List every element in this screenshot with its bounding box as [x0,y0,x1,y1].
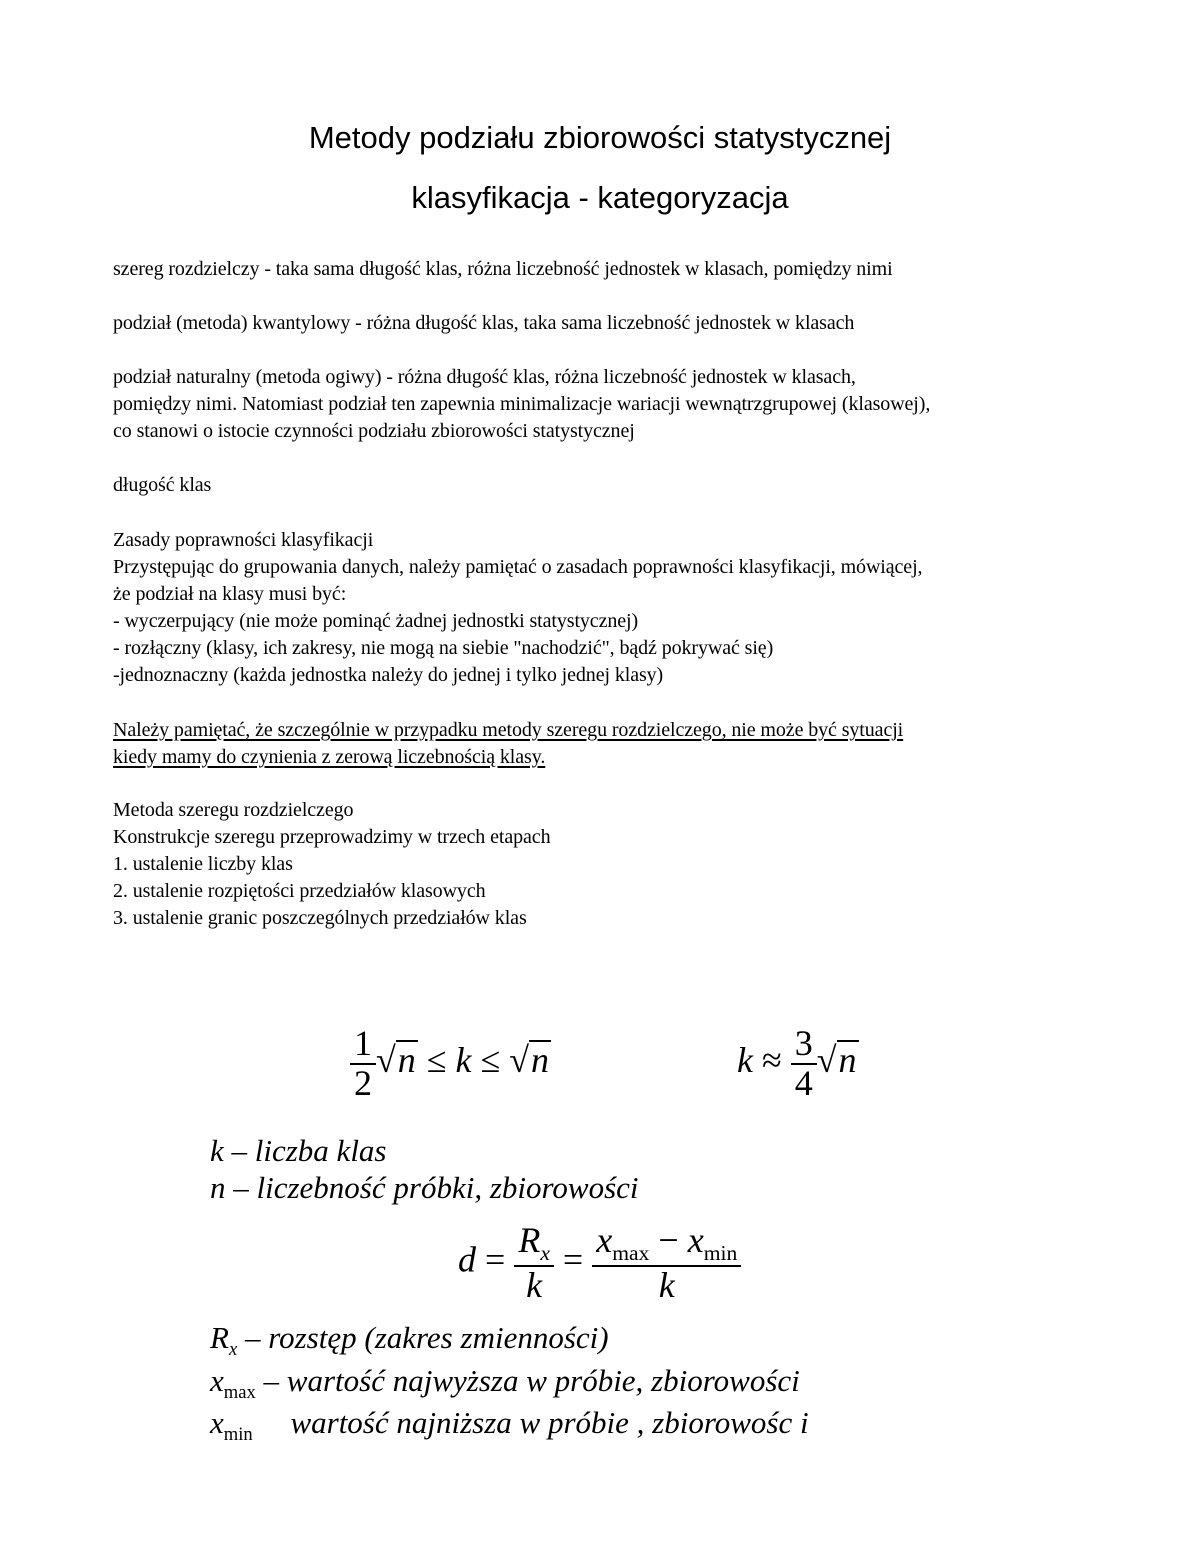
relation-le: ≤ [426,1040,447,1081]
relation-le: ≤ [480,1040,501,1081]
paragraph-szereg-rozdzielczy [113,256,1103,283]
document-title-line2: klasyfikacja - kategoryzacja [411,180,789,215]
variable-k: k [455,1040,472,1081]
subscript-max: max [612,1241,650,1266]
variable-r: R [210,1320,229,1355]
fraction-denominator: k [658,1264,675,1305]
fraction-denominator: 4 [794,1062,813,1103]
formula-class-width [458,1222,741,1305]
underlined-text-line: Należy pamiętać, że szczególnie w przypadku metody szeregu rozdzielczego, nie może być sytuacji [113,719,904,741]
text-line: co stanowi o istocie czynności podziału zbiorowości statystycznej [113,420,635,442]
radicand: n [531,1040,550,1081]
text-line: szereg rozdzielczy - taka sama długość klas, różna liczebność jednostek w klasach, pomiędzy nimi [113,258,893,280]
legend-n: n – liczebność próbki, zbiorowości [210,1170,639,1205]
text-line: Metoda szeregu rozdzielczego [113,799,354,821]
sqrt-symbol: √ [816,1040,837,1081]
fraction-denominator: k [526,1264,543,1305]
paragraph-zasady-poprawnosci [113,527,1103,689]
text-line: 3. ustalenie granic poszczególnych przedziałów klas [113,907,527,929]
text-line: - rozłączny (klasy, ich zakresy, nie mogą na siebie "nachodzić", bądź pokrywać się) [113,637,774,659]
equals-sign: = [485,1239,506,1280]
text-line: 1. ustalenie liczby klas [113,853,293,875]
fraction-range-over-k [514,1222,554,1305]
radicand: n [397,1040,416,1081]
fraction-one-half [350,1025,376,1103]
legend-xmax [210,1363,800,1404]
text-line: że podział na klasy musi być: [113,583,347,605]
underlined-text-line: kiedy mamy do czynienia z zerową liczebnością klasy. [113,746,546,768]
variable-x: x [596,1220,613,1260]
legend-xmin [210,1405,809,1446]
text-line: Zasady poprawności klasyfikacji [113,529,374,551]
text-line: -jednoznaczny (każda jednostka należy do jednej i tylko jednej klasy) [113,664,664,686]
formula-k-bounds [350,1025,551,1103]
variable-r: R [518,1220,541,1260]
text-line: Konstrukcje szeregu przeprowadzimy w trzech etapach [113,826,551,848]
formula-k-approx [737,1025,859,1103]
text-line: Przystępując do grupowania danych, należy pamiętać o zasadach poprawności klasyfikacji, mówiącej, [113,556,923,578]
fraction-max-min-over-k [592,1222,741,1305]
text-line: podział naturalny (metoda ogiwy) - różna długość klas, różna liczebność jednostek w klasach, [113,366,856,388]
text-line: 2. ustalenie rozpiętości przedziałów klasowych [113,880,486,902]
document-title-line1: Metody podziału zbiorowości statystycznej [308,120,892,155]
paragraph-podzial-naturalny [113,364,1103,445]
radicand: n [838,1040,857,1081]
equals-sign: = [562,1239,584,1280]
fraction-numerator: 1 [350,1025,376,1065]
paragraph-metoda-szeregu [113,797,1103,932]
variable-k: k [737,1040,753,1081]
relation-approx: ≈ [761,1040,782,1081]
minus-sign: − [658,1220,679,1260]
fraction-numerator: 3 [791,1025,817,1065]
text-line: długość klas [113,474,212,496]
text-line: pomiędzy nimi. Natomiast podział ten zapewnia minimalizacje wariacji wewnątrzgrupowej (klasowej), [113,393,931,415]
subscript-max: max [223,1382,256,1404]
variable-d: d [458,1239,476,1280]
variable-x: x [687,1220,704,1260]
sqrt-symbol: √ [509,1040,530,1081]
paragraph-dlugosc-klas [113,472,1103,499]
variable-x: x [210,1405,224,1440]
text-line: podział (metoda) kwantylowy - różna długość klas, taka sama liczebność jednostek w klasach [113,312,855,334]
subscript-x: x [228,1339,238,1361]
legend-text: – rozstęp (zakres zmienności) [244,1320,609,1355]
fraction-denominator: 2 [354,1062,372,1103]
variable-x: x [210,1363,224,1398]
legend-rx [210,1320,609,1361]
sqrt-symbol: √ [376,1040,396,1081]
fraction-numerator [514,1222,554,1267]
fraction-numerator [592,1222,741,1267]
subscript-min: min [223,1424,253,1446]
paragraph-podzial-kwantylowy [113,310,1103,337]
text-line: - wyczerpujący (nie może pominąć żadnej jednostki statystycznej) [113,610,639,632]
subscript-min: min [703,1241,738,1266]
subscript-x: x [540,1241,550,1266]
fraction-three-quarters [791,1025,817,1103]
legend-text: – wartość najwyższa w próbie, zbiorowości [263,1363,800,1398]
legend-k: k – liczba klas [210,1133,387,1168]
legend-text: wartość najniższa w próbie , zbiorowośc i [290,1405,809,1440]
paragraph-uwaga-podkreslona [113,717,1103,771]
